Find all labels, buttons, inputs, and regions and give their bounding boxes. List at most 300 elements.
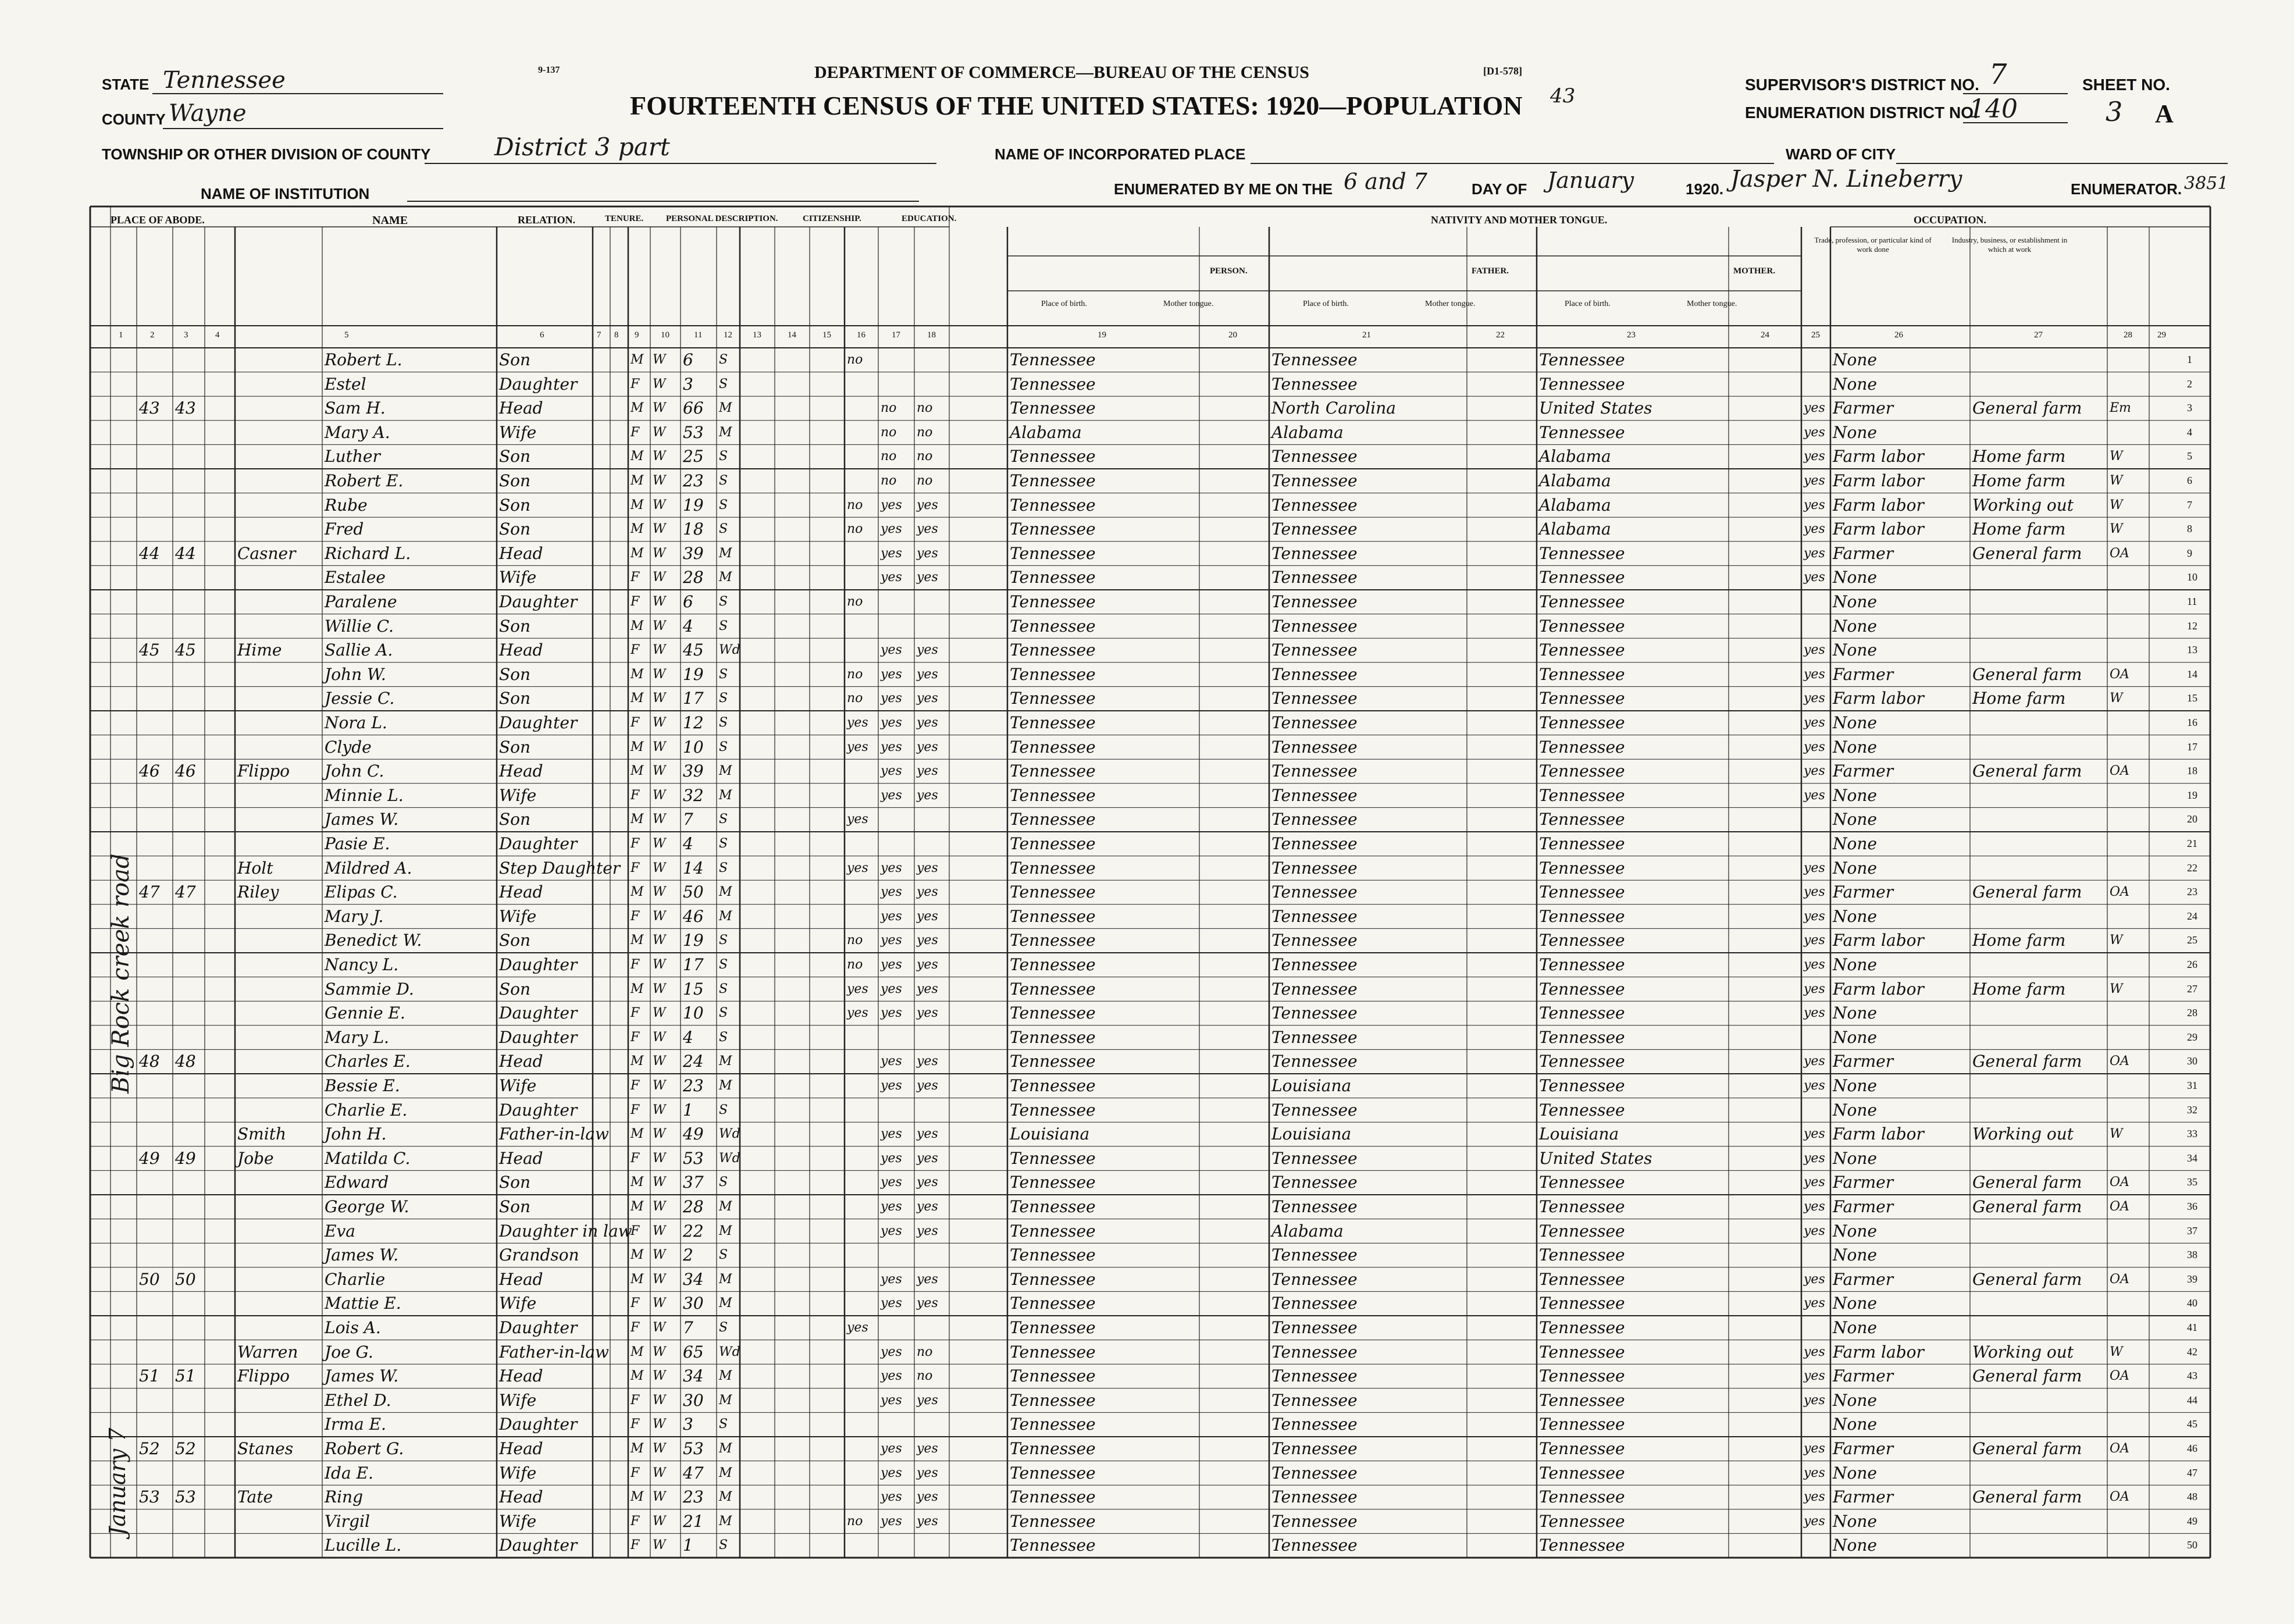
cell-sur: Casner (237, 543, 296, 563)
cell-wr: yes (917, 1199, 938, 1214)
cell-mpob: Tennessee (1539, 1076, 1625, 1095)
cell-ms: M (719, 1513, 732, 1529)
cell-fpob: Tennessee (1271, 1415, 1358, 1434)
cell-fpob: Tennessee (1271, 858, 1358, 878)
cell-fpob: Tennessee (1271, 1197, 1358, 1216)
section-mother: MOTHER. (1733, 266, 1776, 276)
cell-eng: yes (1804, 643, 1825, 658)
cell-race: W (653, 401, 666, 416)
row-number: 22 (2187, 861, 2197, 874)
cell-pob: Tennessee (1010, 1415, 1096, 1434)
row-number: 35 (2187, 1176, 2197, 1188)
cell-mpob: Tennessee (1539, 1439, 1625, 1458)
cell-fpob: Tennessee (1271, 1487, 1358, 1507)
cell-mpob: Tennessee (1539, 834, 1625, 853)
cell-sch: no (847, 594, 863, 609)
cell-age: 18 (683, 519, 704, 539)
row-number: 15 (2187, 692, 2197, 704)
cell-ms: S (719, 1248, 728, 1263)
cell-rel: Wife (499, 422, 537, 442)
cell-rd: yes (881, 933, 902, 948)
cell-eng: yes (1804, 1296, 1825, 1311)
cell-sch: no (847, 957, 863, 972)
cell-occ: None (1833, 1390, 1877, 1410)
cell-race: W (653, 909, 666, 924)
cell-rel: Daughter (499, 1003, 578, 1023)
cell-dw: 50 (139, 1269, 160, 1289)
cell-wr: yes (917, 1296, 938, 1311)
cell-occ: None (1833, 1245, 1877, 1265)
cell-wr: yes (917, 1078, 938, 1093)
cell-dw: 49 (139, 1148, 160, 1168)
cell-ind: Home farm (1972, 519, 2066, 539)
cell-age: 25 (683, 447, 704, 466)
column-number: 1 (119, 330, 123, 340)
cell-pob: Tennessee (1010, 979, 1096, 999)
cell-mpob: Tennessee (1539, 882, 1625, 902)
cell-occ: None (1833, 1463, 1877, 1483)
cell-rd: no (881, 449, 897, 464)
supervisor-label: SUPERVISOR'S DISTRICT NO. (1745, 76, 1979, 94)
cell-rd: yes (881, 739, 902, 754)
cell-race: W (653, 1417, 666, 1432)
father-birthplace-header: Place of birth. (1303, 300, 1349, 308)
cell-mpob: United States (1539, 1148, 1652, 1168)
column-number: 15 (822, 330, 831, 340)
cell-age: 4 (683, 616, 693, 636)
row-number: 1 (2187, 354, 2192, 365)
cell-sex: M (631, 1248, 644, 1263)
cell-race: W (653, 522, 666, 537)
enumeration-label: ENUMERATION DISTRICT NO. (1745, 104, 1978, 122)
cell-age: 39 (683, 761, 704, 781)
cell-wr: yes (917, 1223, 938, 1238)
column-number: 3 (184, 330, 188, 340)
cell-rel: Father-in-law (499, 1124, 609, 1144)
cell-mpob: Tennessee (1539, 906, 1625, 926)
cell-pob: Alabama (1010, 422, 1082, 442)
cell-pob: Tennessee (1010, 834, 1096, 853)
day-of-label: DAY OF (1472, 180, 1527, 198)
cell-cls: W (2110, 1127, 2123, 1142)
cell-fpob: Louisiana (1271, 1076, 1352, 1095)
cell-fpob: Tennessee (1271, 713, 1358, 732)
cell-fpob: Tennessee (1271, 761, 1358, 781)
column-number: 9 (635, 330, 639, 340)
cell-ms: M (719, 1054, 732, 1069)
cell-given: James W. (325, 1245, 399, 1265)
cell-eng: yes (1804, 1175, 1825, 1190)
cell-sch: no (847, 1513, 863, 1529)
margin-note-date: January 7 (105, 1427, 130, 1536)
row-number: 33 (2187, 1128, 2197, 1140)
cell-race: W (653, 473, 666, 488)
cell-ms: S (719, 933, 728, 948)
cell-sch: yes (847, 860, 868, 875)
cell-wr: yes (917, 933, 938, 948)
cell-mpob: Tennessee (1539, 689, 1625, 708)
cell-race: W (653, 1369, 666, 1384)
cell-rd: yes (881, 497, 902, 512)
row-number: 48 (2187, 1491, 2197, 1503)
row-number: 43 (2187, 1370, 2197, 1382)
cell-wr: yes (917, 1513, 938, 1529)
cell-mpob: Tennessee (1539, 1536, 1625, 1555)
cell-ms: M (719, 1223, 732, 1238)
cell-eng: yes (1804, 1006, 1825, 1021)
cell-occ: Farm labor (1833, 495, 1924, 515)
cell-occ: Farm labor (1833, 519, 1924, 539)
row-number: 24 (2187, 910, 2197, 922)
cell-mpob: Tennessee (1539, 931, 1625, 950)
cell-pob: Tennessee (1010, 1366, 1096, 1386)
cell-sex: M (631, 1344, 644, 1359)
column-number: 25 (1811, 330, 1820, 340)
cell-rd: yes (881, 1296, 902, 1311)
cell-race: W (653, 667, 666, 682)
cell-age: 34 (683, 1366, 704, 1386)
cell-rd: yes (881, 909, 902, 924)
cell-age: 1 (683, 1536, 693, 1555)
cell-age: 24 (683, 1052, 704, 1071)
cell-ms: S (719, 1320, 728, 1335)
cell-mpob: Tennessee (1539, 640, 1625, 660)
cell-race: W (653, 449, 666, 464)
cell-fpob: Tennessee (1271, 1366, 1358, 1386)
cell-ms: S (719, 1006, 728, 1021)
cell-ms: M (719, 1490, 732, 1505)
cell-given: Elipas C. (325, 882, 398, 902)
cell-mpob: Tennessee (1539, 761, 1625, 781)
cell-ind: General farm (1972, 1487, 2082, 1507)
enumerated-day: 6 and 7 (1344, 169, 1427, 194)
cell-mpob: Tennessee (1539, 810, 1625, 829)
cell-eng: yes (1804, 401, 1825, 416)
cell-eng: yes (1804, 1465, 1825, 1480)
cell-given: Jessie C. (325, 689, 395, 708)
cell-ms: M (719, 1441, 732, 1456)
cell-mpob: Tennessee (1539, 1415, 1625, 1434)
column-number: 11 (694, 330, 703, 340)
cell-sex: M (631, 812, 644, 827)
row-number: 20 (2187, 813, 2197, 825)
cell-rd: yes (881, 1223, 902, 1238)
cell-occ: Farm labor (1833, 1342, 1924, 1362)
row-number: 29 (2187, 1031, 2197, 1043)
cell-cls: OA (2110, 1199, 2129, 1214)
cell-sex: M (631, 1199, 644, 1214)
cell-ms: S (719, 1102, 728, 1117)
cell-cls: OA (2110, 546, 2129, 561)
column-number: 4 (215, 330, 220, 340)
cell-wr: yes (917, 860, 938, 875)
cell-sex: F (631, 1320, 640, 1335)
cell-given: Matilda C. (325, 1148, 411, 1168)
cell-rel: Daughter (499, 1536, 578, 1555)
cell-race: W (653, 691, 666, 706)
cell-mpob: Tennessee (1539, 1197, 1625, 1216)
cell-rd: yes (881, 1199, 902, 1214)
cell-pob: Tennessee (1010, 495, 1096, 515)
cell-occ: None (1833, 1511, 1877, 1531)
cell-mpob: United States (1539, 398, 1652, 418)
row-number: 6 (2187, 475, 2192, 486)
state-label: STATE (102, 76, 149, 93)
cell-age: 37 (683, 1173, 704, 1192)
cell-sex: F (631, 570, 640, 585)
cell-pob: Tennessee (1010, 1076, 1096, 1095)
cell-ms: S (719, 618, 728, 633)
cell-pob: Tennessee (1010, 640, 1096, 660)
cell-eng: yes (1804, 764, 1825, 779)
cell-occ: None (1833, 568, 1877, 587)
cell-ind: General farm (1972, 1173, 2082, 1192)
cell-age: 15 (683, 979, 704, 999)
cell-pob: Tennessee (1010, 1100, 1096, 1120)
row-number: 44 (2187, 1394, 2197, 1406)
cell-ms: M (719, 425, 732, 440)
column-number: 8 (614, 330, 619, 340)
cell-age: 10 (683, 737, 704, 757)
cell-wr: yes (917, 1127, 938, 1142)
cell-wr: yes (917, 1175, 938, 1190)
row-number: 31 (2187, 1080, 2197, 1091)
cell-fpob: Tennessee (1271, 374, 1358, 394)
cell-wr: yes (917, 739, 938, 754)
cell-pob: Tennessee (1010, 1511, 1096, 1531)
industry-header: Industry, business, or establishment in which at work (1951, 236, 2068, 254)
cell-rd: yes (881, 1392, 902, 1408)
cell-rel: Son (499, 689, 531, 708)
township-label: TOWNSHIP OR OTHER DIVISION OF COUNTY (102, 145, 431, 163)
cell-sur: Flippo (237, 1366, 290, 1386)
row-number: 49 (2187, 1515, 2197, 1527)
column-number: 21 (1362, 330, 1371, 340)
cell-sex: F (631, 1392, 640, 1408)
enumerated-month: January (1547, 168, 1634, 193)
cell-ms: M (719, 909, 732, 924)
cell-occ: None (1833, 350, 1877, 369)
cell-occ: Farmer (1833, 1173, 1894, 1192)
cell-sex: F (631, 1006, 640, 1021)
cell-race: W (653, 812, 666, 827)
row-number: 50 (2187, 1539, 2197, 1551)
cell-occ: Farm labor (1833, 447, 1924, 466)
cell-race: W (653, 1054, 666, 1069)
cell-occ: None (1833, 1003, 1877, 1023)
cell-cls: OA (2110, 1175, 2129, 1190)
cell-rd: yes (881, 1054, 902, 1069)
cell-occ: Farmer (1833, 1439, 1894, 1458)
column-number: 5 (344, 330, 349, 340)
row-number: 37 (2187, 1224, 2197, 1237)
cell-fpob: Tennessee (1271, 1173, 1358, 1192)
cell-age: 46 (683, 906, 704, 926)
cell-rel: Daughter (499, 713, 578, 732)
cell-occ: None (1833, 785, 1877, 805)
cell-fam: 52 (175, 1439, 196, 1458)
section-tenure: TENURE. (605, 214, 644, 223)
cell-sch: yes (847, 981, 868, 996)
cell-eng: yes (1804, 570, 1825, 585)
column-number: 13 (753, 330, 761, 340)
cell-race: W (653, 497, 666, 512)
cell-eng: yes (1804, 1344, 1825, 1359)
cell-eng: yes (1804, 1199, 1825, 1214)
cell-eng: yes (1804, 497, 1825, 512)
cell-mpob: Tennessee (1539, 1366, 1625, 1386)
cell-race: W (653, 1248, 666, 1263)
cell-ms: S (719, 376, 728, 391)
cell-sex: M (631, 1441, 644, 1456)
cell-wr: yes (917, 715, 938, 730)
cell-race: W (653, 885, 666, 900)
cell-sex: F (631, 376, 640, 391)
cell-sch: yes (847, 739, 868, 754)
supervisor-value: 7 (1989, 58, 2007, 91)
cell-mpob: Alabama (1539, 519, 1611, 539)
column-number: 17 (892, 330, 900, 340)
row-number: 3 (2187, 402, 2192, 414)
cell-fpob: Tennessee (1271, 882, 1358, 902)
cell-rel: Daughter (499, 1415, 578, 1434)
cell-occ: Farm labor (1833, 689, 1924, 708)
cell-cls: OA (2110, 667, 2129, 682)
cell-age: 47 (683, 1463, 704, 1483)
cell-fpob: Tennessee (1271, 1536, 1358, 1555)
cell-race: W (653, 788, 666, 803)
cell-race: W (653, 1102, 666, 1117)
cell-occ: None (1833, 1415, 1877, 1434)
cell-race: W (653, 860, 666, 875)
cell-race: W (653, 1030, 666, 1045)
cell-pob: Tennessee (1010, 1148, 1096, 1168)
cell-eng: yes (1804, 981, 1825, 996)
cell-age: 23 (683, 471, 704, 490)
cell-race: W (653, 715, 666, 730)
cell-eng: yes (1804, 449, 1825, 464)
cell-sex: F (631, 425, 640, 440)
cell-given: Irma E. (325, 1415, 386, 1434)
cell-given: Mattie E. (325, 1294, 401, 1313)
cell-fpob: Tennessee (1271, 447, 1358, 466)
cell-fpob: Louisiana (1271, 1124, 1352, 1144)
cell-race: W (653, 1223, 666, 1238)
cell-occ: None (1833, 713, 1877, 732)
cell-rd: yes (881, 957, 902, 972)
column-number: 19 (1098, 330, 1106, 340)
column-number: 16 (857, 330, 865, 340)
cell-occ: None (1833, 640, 1877, 660)
cell-age: 3 (683, 374, 693, 394)
cell-fpob: Tennessee (1271, 495, 1358, 515)
department-heading: DEPARTMENT OF COMMERCE—BUREAU OF THE CENSUS (814, 63, 1309, 82)
cell-wr: yes (917, 1006, 938, 1021)
cell-pob: Tennessee (1010, 955, 1096, 974)
cell-given: Robert G. (325, 1439, 404, 1458)
cell-age: 32 (683, 785, 704, 805)
cell-fpob: Tennessee (1271, 737, 1358, 757)
cell-sex: F (631, 1223, 640, 1238)
cell-rel: Son (499, 737, 531, 757)
cell-mpob: Tennessee (1539, 1221, 1625, 1241)
cell-race: W (653, 933, 666, 948)
cell-rd: yes (881, 981, 902, 996)
row-number: 42 (2187, 1345, 2197, 1358)
cell-sch: no (847, 522, 863, 537)
cell-fpob: Tennessee (1271, 568, 1358, 587)
row-number: 27 (2187, 982, 2197, 995)
cell-mpob: Tennessee (1539, 568, 1625, 587)
trade-header: Trade, profession, or particular kind of work done (1814, 236, 1932, 254)
cell-ms: S (719, 812, 728, 827)
cell-mpob: Tennessee (1539, 1052, 1625, 1071)
cell-wr: yes (917, 667, 938, 682)
cell-dw: 43 (139, 398, 160, 418)
cell-race: W (653, 376, 666, 391)
cell-ms: S (719, 449, 728, 464)
cell-pob: Tennessee (1010, 568, 1096, 587)
cell-fpob: Tennessee (1271, 931, 1358, 950)
cell-sex: M (631, 764, 644, 779)
stamp-3851: 3851 (2184, 173, 2229, 194)
column-number: 29 (2157, 330, 2166, 340)
stamp-43: 43 (1550, 84, 1576, 108)
cell-cls: W (2110, 449, 2123, 464)
cell-ind: General farm (1972, 664, 2082, 684)
cell-pob: Tennessee (1010, 374, 1096, 394)
cell-rel: Head (499, 1052, 543, 1071)
cell-rd: no (881, 401, 897, 416)
cell-fpob: Tennessee (1271, 689, 1358, 708)
cell-given: Lucille L. (325, 1536, 402, 1555)
section-place-of-abode: PLACE OF ABODE. (111, 214, 205, 226)
cell-occ: None (1833, 1148, 1877, 1168)
cell-pob: Tennessee (1010, 616, 1096, 636)
cell-ms: S (719, 497, 728, 512)
cell-rel: Son (499, 350, 531, 369)
cell-ind: Working out (1972, 1124, 2074, 1144)
column-number: 14 (788, 330, 796, 340)
cell-fpob: Tennessee (1271, 1390, 1358, 1410)
section-citizenship: CITIZENSHIP. (803, 214, 861, 223)
cell-ind: Working out (1972, 495, 2074, 515)
cell-eng: yes (1804, 1272, 1825, 1287)
cell-given: Charles E. (325, 1052, 411, 1071)
cell-rel: Son (499, 810, 531, 829)
cell-sex: M (631, 1175, 644, 1190)
cell-age: 28 (683, 568, 704, 587)
cell-wr: yes (917, 570, 938, 585)
person-birthplace-header: Place of birth. (1041, 300, 1087, 308)
cell-mpob: Tennessee (1539, 592, 1625, 611)
cell-fpob: Tennessee (1271, 471, 1358, 490)
cell-fpob: Tennessee (1271, 1148, 1358, 1168)
row-number: 17 (2187, 740, 2197, 753)
cell-dw: 44 (139, 543, 160, 563)
cell-rd: yes (881, 1344, 902, 1359)
cell-occ: Farmer (1833, 1269, 1894, 1289)
cell-pob: Tennessee (1010, 1390, 1096, 1410)
cell-occ: None (1833, 616, 1877, 636)
cell-sex: M (631, 691, 644, 706)
sheet-label: SHEET NO. (2082, 76, 2170, 94)
cell-mpob: Tennessee (1539, 374, 1625, 394)
cell-age: 19 (683, 664, 704, 684)
cell-occ: None (1833, 1221, 1877, 1241)
cell-wr: no (917, 401, 933, 416)
cell-sex: M (631, 546, 644, 561)
